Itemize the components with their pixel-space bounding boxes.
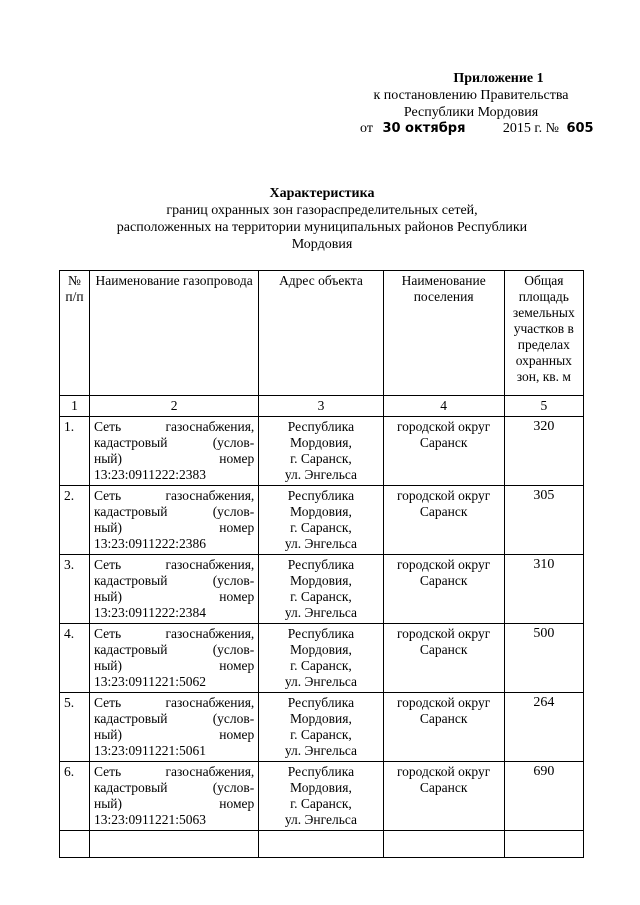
header-pipeline-name: Наименование газопровода — [90, 271, 259, 396]
appendix-title: Приложение 1 — [453, 71, 544, 86]
table-row — [60, 624, 584, 693]
title-line-1: границ охранных зон газораспределительных сетей, — [166, 203, 478, 218]
date-handwritten: 30 октября — [382, 121, 466, 136]
spacer-cell — [504, 831, 583, 858]
area-value: 500 — [504, 624, 583, 693]
area-value: 310 — [504, 555, 583, 624]
table-row — [60, 762, 584, 831]
spacer-cell — [90, 831, 259, 858]
area-value: 690 — [504, 762, 583, 831]
pipeline-name: Сеть газоснабжения, кадастровый (услов- ный) номер 13:23:0911221:5061 — [90, 693, 259, 762]
settlement-name: городской округ Саранск — [383, 417, 504, 486]
object-address: Республика Мордовия, г. Саранск, ул. Энгельса — [259, 417, 383, 486]
row-number: 5. — [60, 693, 90, 762]
pipeline-name: Сеть газоснабжения, кадастровый (услов- ный) номер 13:23:0911222:2386 — [90, 486, 259, 555]
area-value: 320 — [504, 417, 583, 486]
object-address: Республика Мордовия, г. Саранск, ул. Энгельса — [259, 555, 383, 624]
title-line-2: расположенных на территории муниципальных районов Республики — [116, 220, 528, 235]
settlement-name: городской округ Саранск — [383, 693, 504, 762]
header-area: Общая площадь земельных участков в пределах охранных зон, кв. м — [504, 271, 583, 396]
col-number: 5 — [504, 396, 583, 417]
table-row — [60, 417, 584, 486]
object-address: Республика Мордовия, г. Саранск, ул. Энгельса — [259, 762, 383, 831]
col-number: 4 — [383, 396, 504, 417]
header-line-2: Республики Мордовия — [403, 105, 539, 120]
row-number: 1. — [60, 417, 90, 486]
pipeline-name: Сеть газоснабжения, кадастровый (услов- ный) номер 13:23:0911222:2384 — [90, 555, 259, 624]
title-line-3: Мордовия — [291, 237, 353, 252]
spacer-cell — [259, 831, 383, 858]
table-row — [60, 693, 584, 762]
col-number: 3 — [259, 396, 383, 417]
object-address: Республика Мордовия, г. Саранск, ул. Энгельса — [259, 486, 383, 555]
date-prefix: от — [360, 121, 373, 136]
header-address: Адрес объекта — [259, 271, 383, 396]
header-settlement: Наименование поселения — [383, 271, 504, 396]
header-number: № п/п — [60, 271, 90, 396]
spacer-cell — [60, 831, 90, 858]
column-number-row — [60, 396, 584, 417]
doc-number: 605 — [566, 121, 594, 136]
table-bottom-spacer — [60, 831, 584, 858]
settlement-name: городской округ Саранск — [383, 486, 504, 555]
document-date-line — [360, 121, 594, 137]
row-number: 6. — [60, 762, 90, 831]
header-line-1: к постановлению Правительства — [373, 88, 569, 103]
table-row — [60, 555, 584, 624]
settlement-name: городской округ Саранск — [383, 555, 504, 624]
row-number: 2. — [60, 486, 90, 555]
settlement-name: городской округ Саранск — [383, 624, 504, 693]
col-number: 1 — [60, 396, 90, 417]
table-header-row — [60, 271, 584, 396]
table-row — [60, 486, 584, 555]
row-number: 3. — [60, 555, 90, 624]
pipeline-name: Сеть газоснабжения, кадастровый (услов- ный) номер 13:23:0911222:2383 — [90, 417, 259, 486]
gas-network-table — [59, 270, 584, 858]
document-heading: Характеристика — [269, 186, 375, 201]
area-value: 264 — [504, 693, 583, 762]
spacer-cell — [383, 831, 504, 858]
row-number: 4. — [60, 624, 90, 693]
area-value: 305 — [504, 486, 583, 555]
date-year: 2015 г. № — [502, 121, 559, 136]
pipeline-name: Сеть газоснабжения, кадастровый (услов- ный) номер 13:23:0911221:5062 — [90, 624, 259, 693]
col-number: 2 — [90, 396, 259, 417]
settlement-name: городской округ Саранск — [383, 762, 504, 831]
object-address: Республика Мордовия, г. Саранск, ул. Энгельса — [259, 693, 383, 762]
pipeline-name: Сеть газоснабжения, кадастровый (услов- ный) номер 13:23:0911221:5063 — [90, 762, 259, 831]
object-address: Республика Мордовия, г. Саранск, ул. Энгельса — [259, 624, 383, 693]
